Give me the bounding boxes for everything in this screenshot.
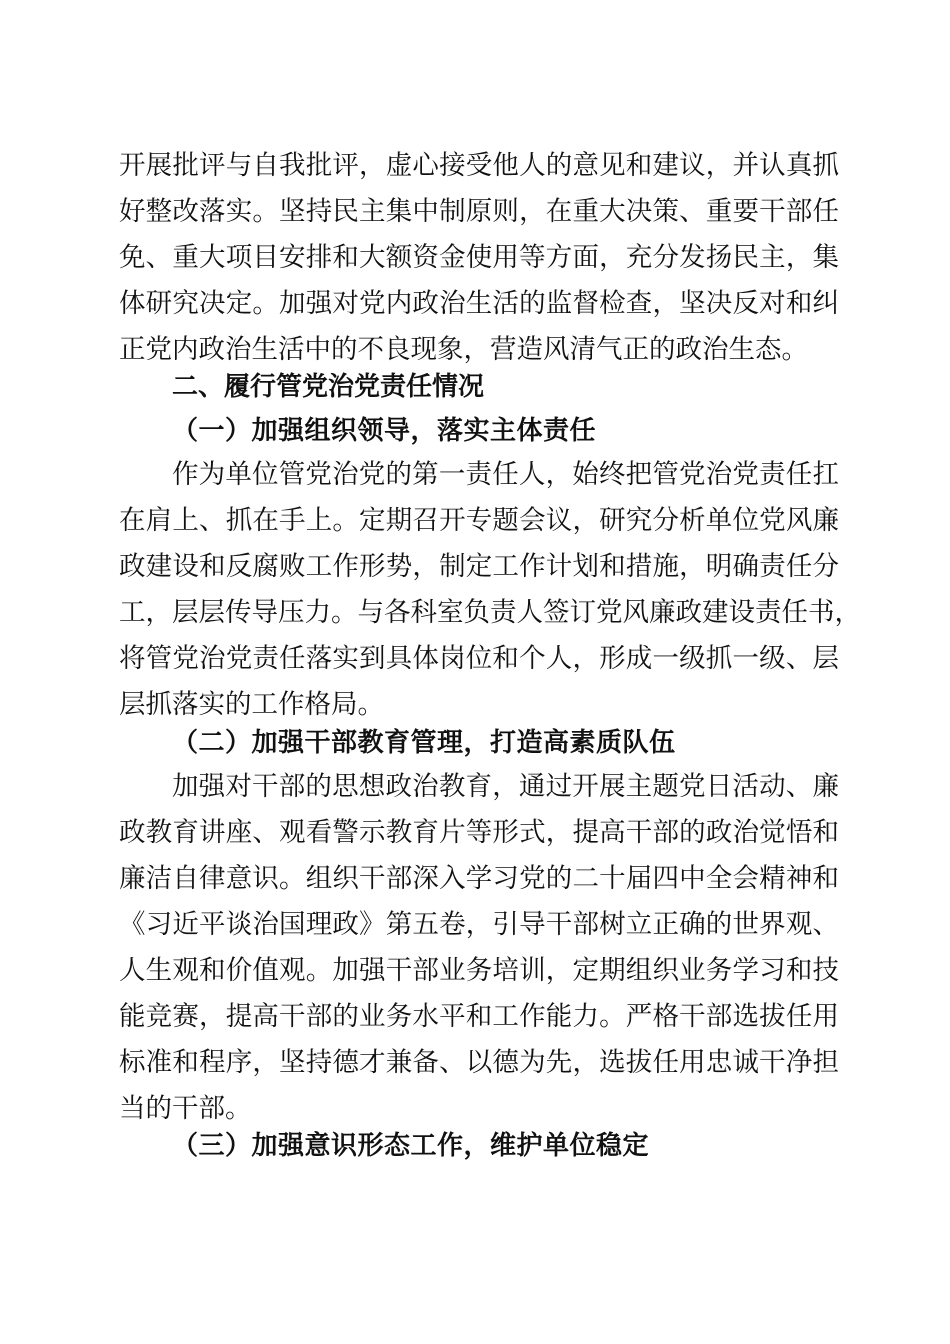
subsection-2-heading: （二）加强干部教育管理，打造高素质队伍: [172, 728, 676, 758]
subsection-1-line-6: 层抓落实的工作格局。: [119, 689, 384, 720]
subsection-2-line-5: 人生观和价值观。加强干部业务培训，定期组织业务学习和技: [119, 955, 839, 986]
paragraph-1-line-4: 体研究决定。加强对党内政治生活的监督检查，坚决反对和纠: [119, 288, 839, 319]
subsection-2-line-3: 廉洁自律意识。组织干部深入学习党的二十届四中全会精神和: [119, 863, 839, 894]
subsection-2-line-6: 能竞赛，提高干部的业务水平和工作能力。严格干部选拔任用: [119, 1001, 839, 1032]
subsection-2-line-7: 标准和程序，坚持德才兼备、以德为先，选拔任用忠诚干净担: [119, 1047, 839, 1078]
subsection-3-heading: （三）加强意识形态工作，维护单位稳定: [172, 1131, 650, 1161]
subsection-2-line-4: 《习近平谈治国理政》第五卷，引导干部树立正确的世界观、: [119, 909, 839, 940]
subsection-2-line-1: 加强对干部的思想政治教育，通过开展主题党日活动、廉: [172, 771, 839, 802]
subsection-1-line-1: 作为单位管党治党的第一责任人，始终把管党治党责任扛: [172, 459, 839, 490]
subsection-1-line-3: 政建设和反腐败工作形势，制定工作计划和措施，明确责任分: [119, 551, 839, 582]
paragraph-1-line-3: 免、重大项目安排和大额资金使用等方面，充分发扬民主，集: [119, 242, 839, 273]
subsection-1-line-5: 将管党治党责任落实到具体岗位和个人，形成一级抓一级、层: [119, 643, 839, 674]
paragraph-1-line-1: 开展批评与自我批评，虚心接受他人的意见和建议，并认真抓: [119, 150, 839, 181]
paragraph-1-line-2: 好整改落实。坚持民主集中制原则，在重大决策、重要干部任: [119, 196, 839, 227]
subsection-1-line-2: 在肩上、抓在手上。定期召开专题会议，研究分析单位党风廉: [119, 505, 839, 536]
subsection-2-line-2: 政教育讲座、观看警示教育片等形式，提高干部的政治觉悟和: [119, 817, 839, 848]
paragraph-1-line-5: 正党内政治生活中的不良现象，营造风清气正的政治生态。: [119, 334, 808, 365]
subsection-2-line-8: 当的干部。: [119, 1093, 252, 1124]
subsection-1-line-4: 工，层层传导压力。与各科室负责人签订党风廉政建设责任书，: [119, 597, 861, 628]
section-2-heading: 二、履行管党治党责任情况: [172, 372, 485, 402]
subsection-1-heading: （一）加强组织领导，落实主体责任: [172, 416, 597, 446]
